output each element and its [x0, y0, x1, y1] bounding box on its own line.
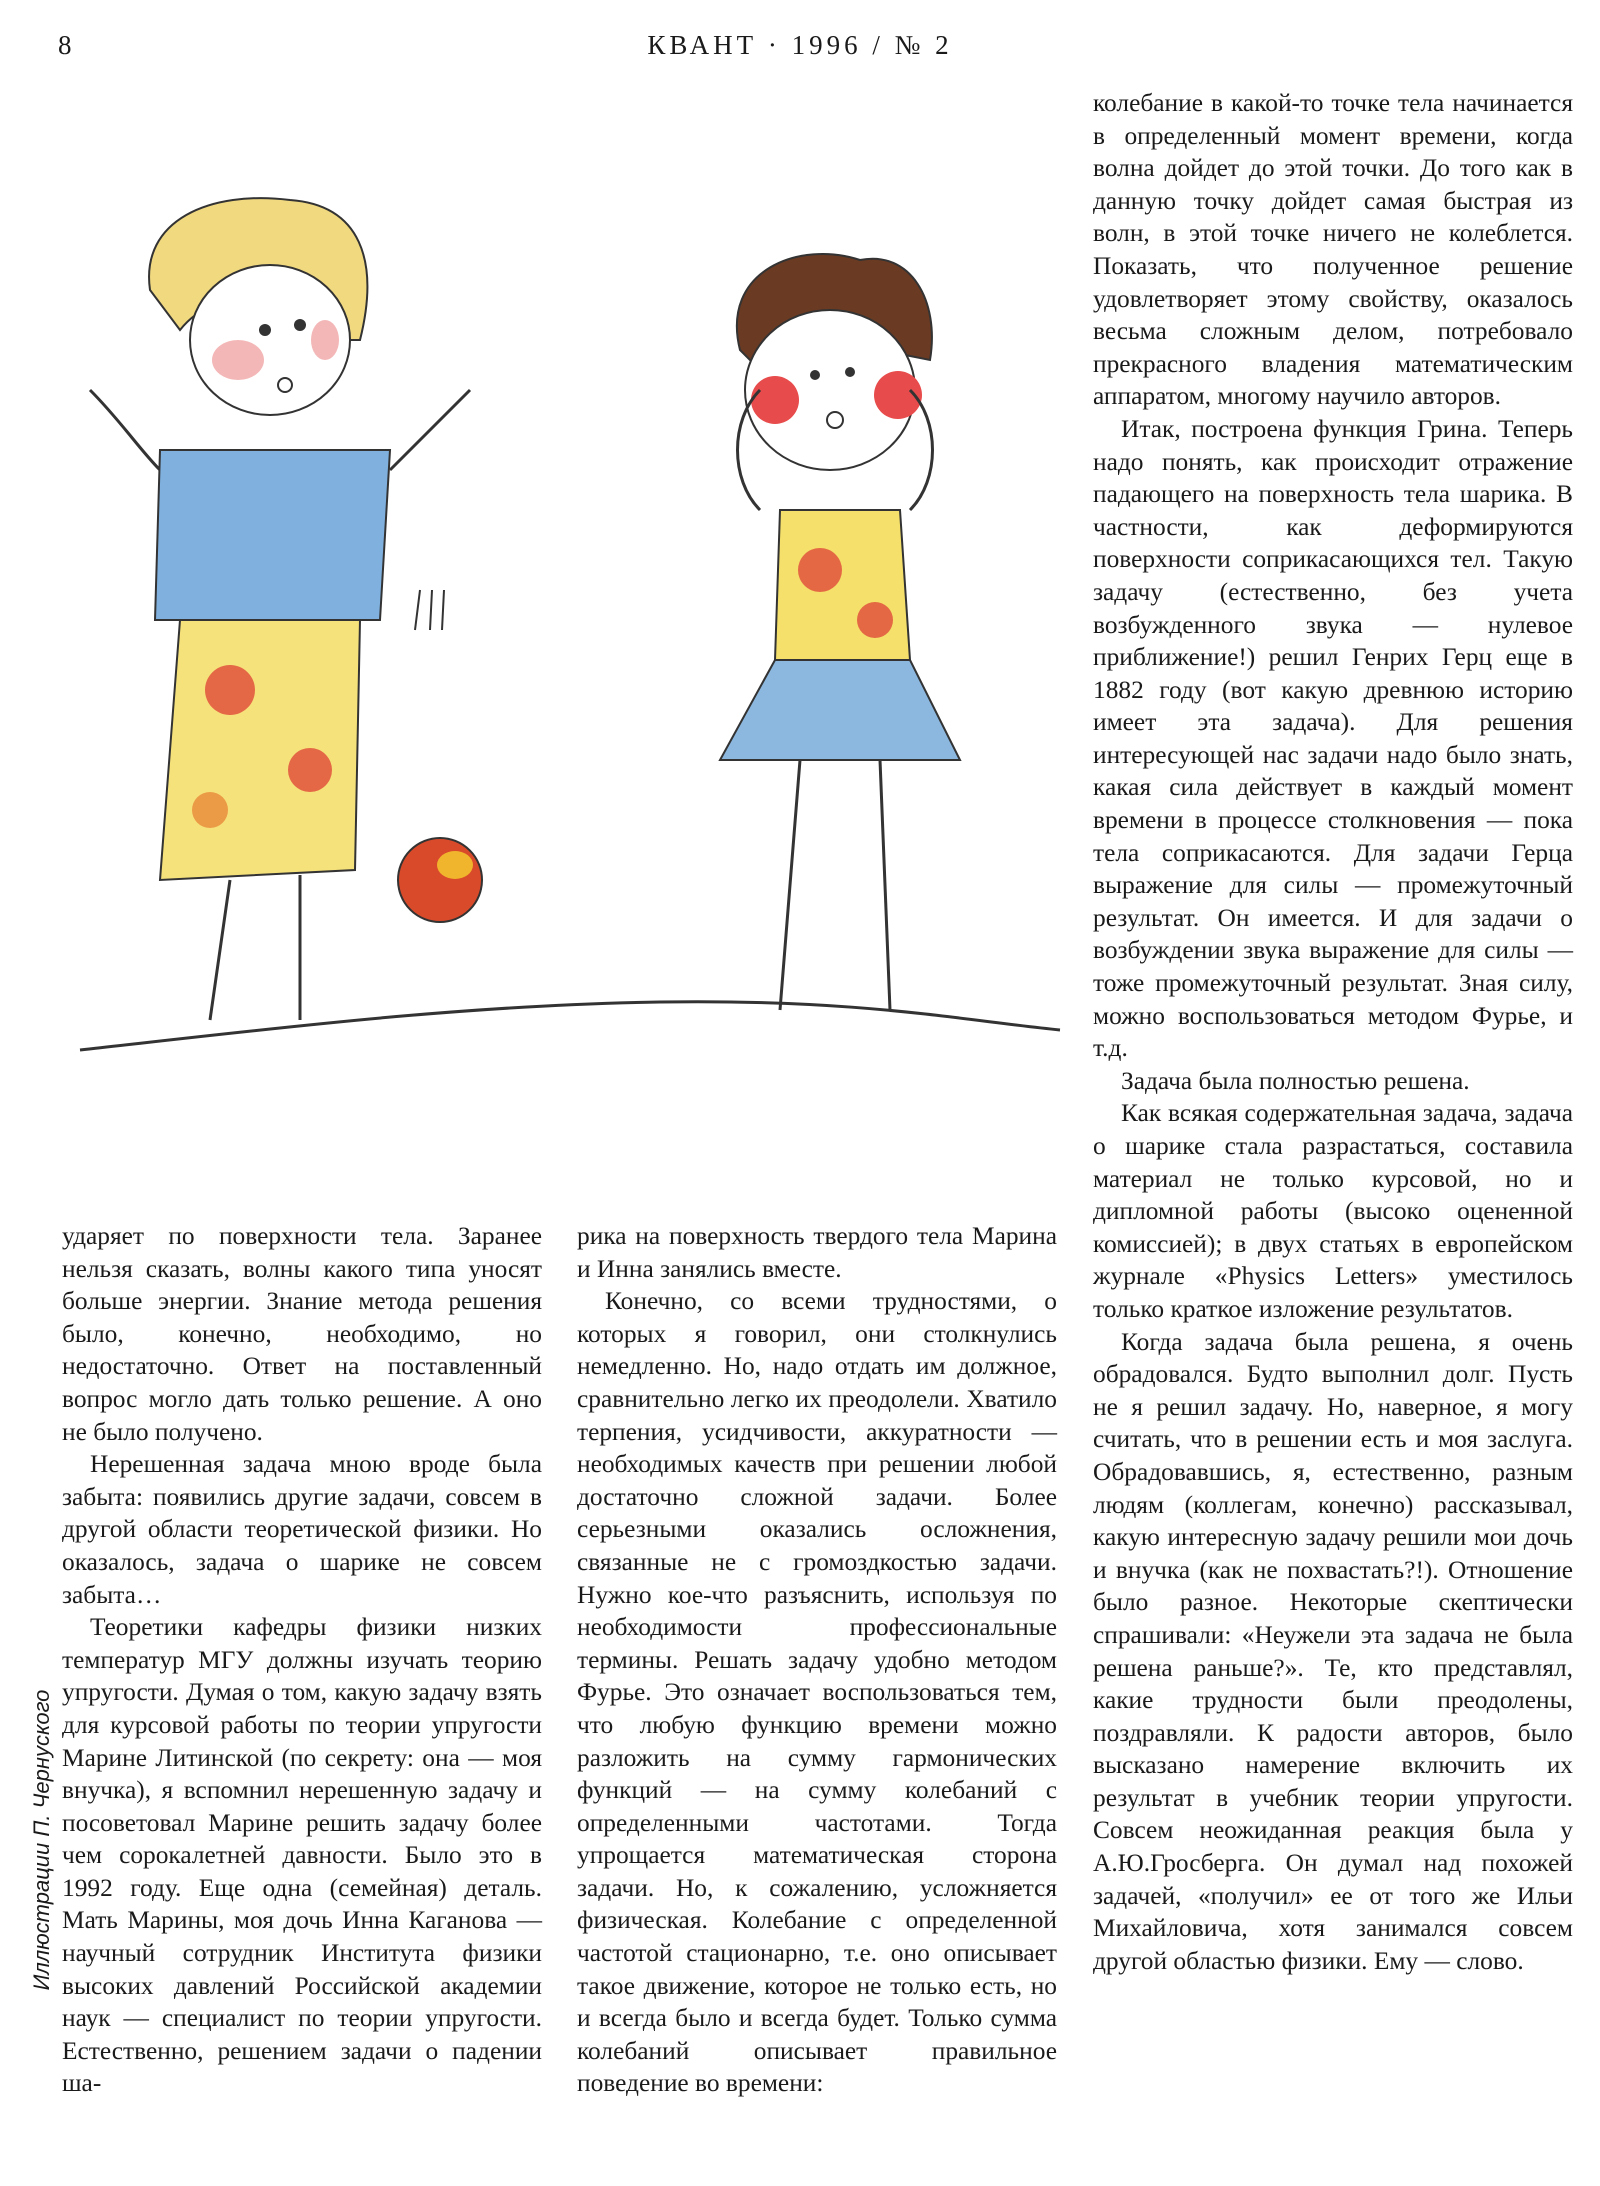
left-figure-eye: [294, 319, 306, 331]
left-figure-arm: [90, 390, 160, 470]
paragraph: колебание в какой-то точке тела начинается в определенный момент времени, когда волна дойдет до этой точки. До того как в данную точку дойдет самая быстрая из волн, в этой точке ничего не колеблется. Показать, что полученное решение удовлетворяет этому свойству, оказалось весьма сложным делом, потребовало прекрасного владения математическим аппаратом, многому научило авторов.: [1093, 89, 1573, 411]
left-figure-eye: [259, 324, 271, 336]
right-figure-eye: [845, 367, 855, 377]
paragraph: Итак, построена функция Грина. Теперь надо понять, как происходит отражение падающего на поверхность тела шарика. В частности, как деформируются поверхности соприкасающихся тел. Такую задачу (естественно, без учета возбужденного звука — нулевое приближение!) решил Генрих Герц еще в 1882 году (вот какую древнюю историю имеет эта задача). Для решения интересующей нас задачи надо было знать, какая сила действует в каждый момент времени в процессе столкновения — пока тела соприкасаются. Для задачи Герца выражение для силы — промежуточный результат. Он имеется. И для задачи о возбуждении звука выражение для силы — тоже промежуточный результат. Зная силу, можно воспользоваться методом Фурье, и т.д.: [1093, 414, 1573, 1063]
right-figure-cheek: [751, 376, 799, 424]
text-column-middle: [577, 1220, 1057, 2100]
right-figure-shirt: [775, 510, 910, 660]
left-figure-cheek: [212, 340, 264, 380]
paragraph: Как всякая содержательная задача, задача о шарике стала разрастаться, составила материал не только курсовой, но и дипломной работы (высоко оцененной комиссией); в двух статьях в европейском журнале «Physics Letters» уместилось только краткое изложение результатов.: [1093, 1099, 1573, 1323]
left-figure-skirt: [160, 620, 360, 880]
paragraph: рика на поверхность твердого тела Марина и Инна занялись вместе.: [577, 1222, 1057, 1283]
ground-line: [80, 1002, 1060, 1050]
left-figure-cheek: [311, 320, 339, 360]
paragraph: ударяет по поверхности тела. Заранее нельзя сказать, волны какого типа уносят больше энергии. Знание метода решения было, конечно, необходимо, но недостаточно. Ответ на поставленный вопрос могло дать только решение. А оно не было получено.: [62, 1222, 542, 1446]
paragraph: Нерешенная задача мною вроде была забыта: появились другие задачи, совсем в другой области теоретической физики. Но оказалось, задача о шарике не совсем забыта…: [62, 1450, 542, 1609]
paragraph: Конечно, со всеми трудностями, о которых я говорил, они столкнулись немедленно. Но, надо отдать им должное, сравнительно легко их преодолели. Хватило терпения, усидчивости, аккуратности — необходимых качеств при решении любой достаточно сложной задачи. Более серьезными оказались осложнения, связанные не с громоздкостью задачи. Нужно кое-что разъяснить, используя по необходимости профессиональные термины. Решать задачу удобно методом Фурье. Это означает воспользоваться тем, что любую функцию времени можно разложить на сумму гармонических функций — на сумму колебаний с определенными частотами. Тогда упрощается математическая сторона задачи. Но, к сожалению, усложняется физическая. Колебание с определенной частотой стационарно, т.е. оно описывает такое движение, которое не только есть, но и всегда было и всегда будет. Только сумма колебаний описывает правильное поведение во времени:: [577, 1287, 1057, 2098]
page-number: 8: [58, 30, 73, 60]
ball: [398, 838, 482, 922]
paragraph: Когда задача была решена, я очень обрадовался. Будто выполнил долг. Пусть не я решил задачу. Но, наверное, я могу считать, что в решении есть и моя заслуга. Обрадовавшись, я, естественно, разным людям (коллегам, конечно) рассказывал, какую интересную задачу решили мои дочь и внучка (как не похвастать?!). Отношение было разное. Некоторые скептически спрашивали: «Неужели эта задача не была решена раньше?». Те, кто представлял, какие трудности были преодолены, поздравляли. К радости авторов, было высказано намерение включить их результат в учебник теории упругости. Совсем неожиданная реакция была у А.Ю.Гросберга. Он думал над похожей задачей, «получил» ее от того же Ильи Михайловича, хотя занимался совсем другой областью физики. Ему — слово.: [1093, 1327, 1573, 1975]
left-figure-shirt: [155, 450, 390, 620]
text-column-left: [62, 1220, 542, 2100]
left-figure-arm: [390, 390, 470, 470]
right-figure-leg: [780, 760, 800, 1010]
ball-highlight: [437, 851, 473, 879]
text-column-right: [1093, 87, 1573, 1977]
paragraph: Теоретики кафедры физики низких температур МГУ должны изучать теорию упругости. Думая о том, какую задачу взять для курсовой работы по теории упругости Марине Литинской (по секрету: она — моя внучка), я вспомнил нерешенную задачу и посоветовал Марине решить задачу более чем сорокалетней давности. Было это в 1992 году. Еще одна (семейная) деталь. Мать Марины, моя дочь Инна Каганова — научный сотрудник Института физики высоких давлений Российской академии наук — специалист по теории упругости. Естественно, решением задачи о падении ша-: [62, 1613, 542, 2098]
illustration-credit: Иллюстрации П. Чернуского: [29, 1689, 54, 1991]
paragraph: Задача была полностью решена.: [1121, 1066, 1470, 1095]
motion-lines: [415, 590, 444, 630]
running-header: КВАНТ · 1996 / № 2: [647, 30, 953, 60]
right-figure-eye: [810, 370, 820, 380]
right-figure-skirt: [720, 660, 960, 760]
left-figure-leg: [210, 880, 230, 1020]
illustration: [60, 150, 1070, 1110]
right-figure-leg: [880, 760, 890, 1010]
